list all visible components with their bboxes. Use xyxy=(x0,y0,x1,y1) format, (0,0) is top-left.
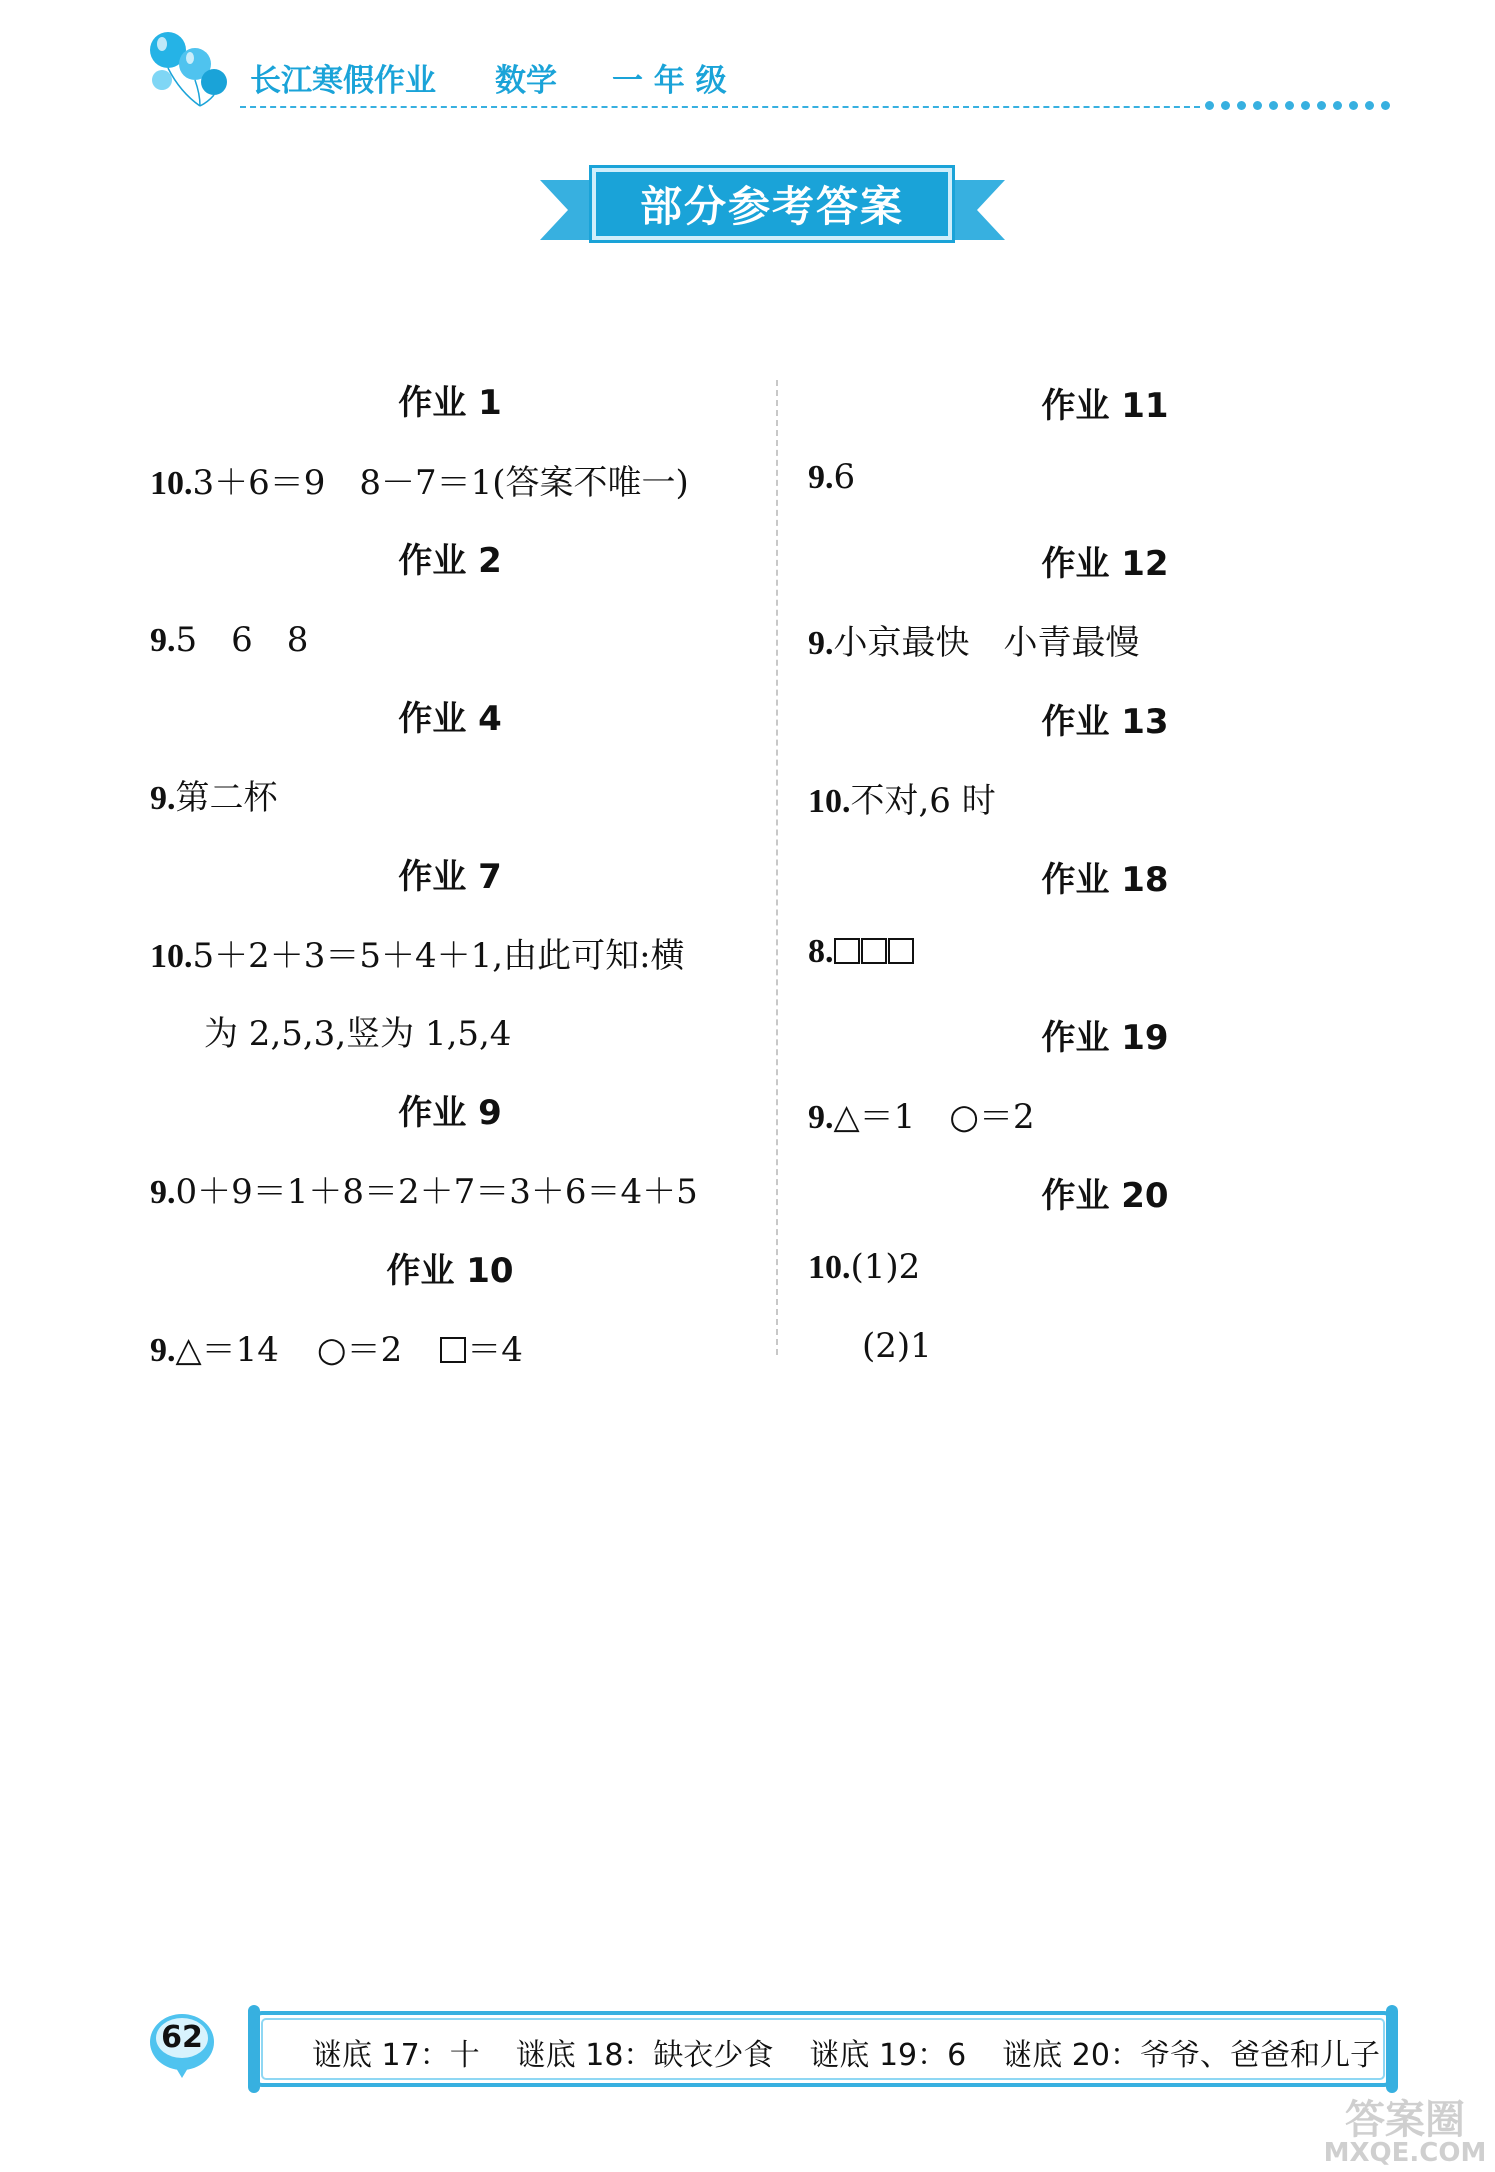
answer-line: 10.不对,6 时 xyxy=(808,781,996,821)
answer-line: 8. xyxy=(808,931,915,971)
homework-heading: 作业 4 xyxy=(398,699,502,739)
square-shape xyxy=(861,938,887,964)
answer-line: 9.△＝1 ○＝2 xyxy=(808,1097,1035,1137)
balloons-logo xyxy=(140,22,235,107)
answer-line: 9.5 6 8 xyxy=(150,620,309,660)
riddle-19: 谜底 19：6 xyxy=(809,2038,967,2073)
page-title: 部分参考答案 xyxy=(639,182,904,231)
header-divider xyxy=(240,106,1200,108)
answer-line: 10.3＋6＝9 8－7＝1(答案不唯一) xyxy=(150,463,689,503)
homework-heading: 作业 12 xyxy=(1041,544,1169,584)
riddle-17: 谜底 17：十 xyxy=(312,2038,480,2073)
square-shape xyxy=(888,938,914,964)
grade-label: 一 年 级 xyxy=(612,63,727,99)
homework-heading: 作业 9 xyxy=(398,1093,502,1133)
homework-heading: 作业 2 xyxy=(398,541,502,581)
column-divider xyxy=(776,380,778,1355)
answer-line: 10.(1)2 xyxy=(808,1247,921,1287)
homework-heading: 作业 1 xyxy=(398,383,502,423)
riddle-answers xyxy=(312,2030,1380,2074)
header-dots xyxy=(1205,101,1390,113)
book-title: 长江寒假作业 xyxy=(250,63,436,99)
homework-heading: 作业 7 xyxy=(398,857,502,897)
answer-line: 9.0＋9＝1＋8＝2＋7＝3＋6＝4＋5 xyxy=(150,1172,698,1212)
answer-line: (2)1 xyxy=(862,1326,932,1366)
homework-heading: 作业 11 xyxy=(1041,386,1169,426)
homework-heading: 作业 13 xyxy=(1041,702,1169,742)
riddle-18: 谜底 18：缺衣少食 xyxy=(515,2038,774,2073)
page-number: 62 xyxy=(161,2020,203,2055)
answer-line: 9.△＝14 ○＝2 ＝4 xyxy=(150,1330,523,1370)
answer-line: 9.6 xyxy=(808,457,856,497)
answer-line: 9.小京最快 小青最慢 xyxy=(808,623,1140,663)
homework-heading: 作业 20 xyxy=(1041,1176,1169,1216)
watermark: 答案圈 MXQE.COM xyxy=(1323,2097,1487,2168)
answer-line: 为 2,5,3,竖为 1,5,4 xyxy=(204,1014,512,1054)
homework-heading: 作业 18 xyxy=(1041,860,1169,900)
answer-line: 9.第二杯 xyxy=(150,778,278,818)
homework-heading: 作业 10 xyxy=(386,1251,514,1291)
subject-label: 数学 xyxy=(495,63,557,99)
homework-heading: 作业 19 xyxy=(1041,1018,1169,1058)
riddle-20: 谜底 20：爷爷、爸爸和儿子 xyxy=(1002,2038,1380,2073)
square-shape xyxy=(440,1337,466,1363)
square-shape xyxy=(834,938,860,964)
answer-line: 10.5＋2＋3＝5＋4＋1,由此可知:横 xyxy=(150,936,685,976)
title-banner xyxy=(592,168,952,240)
